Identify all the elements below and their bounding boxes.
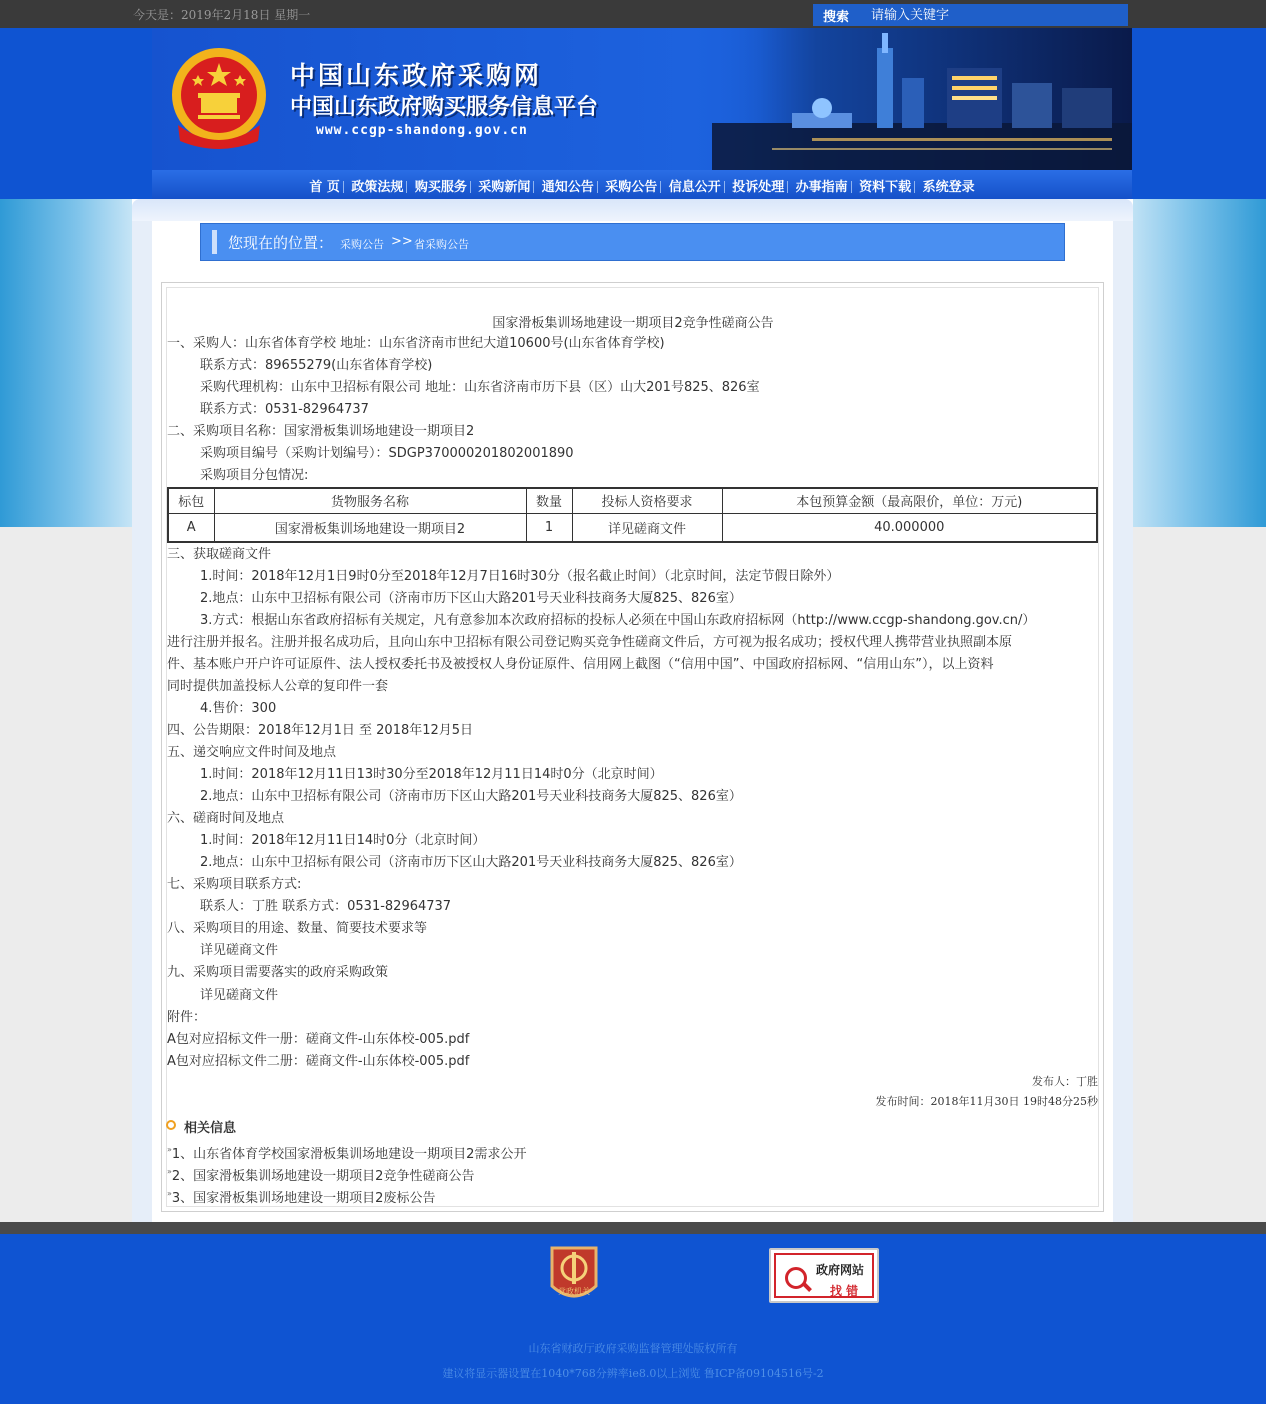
table-header: 数量	[526, 488, 572, 513]
nav-item-home[interactable]: 首 页	[309, 180, 340, 195]
city-skyline-image	[712, 28, 1132, 170]
nav-item-downloads[interactable]: 资料下载	[859, 180, 912, 195]
package-info-label: 采购项目分包情况:	[200, 468, 309, 483]
nav-divider	[851, 181, 852, 193]
party-badge-text: 党政机关	[558, 1287, 590, 1296]
gov-badge-title: 政府网站	[816, 1263, 865, 1277]
negotiation-time: 1.时间：2018年12月11日14时0分（北京时间）	[200, 833, 486, 848]
attachment-link-1[interactable]: A包对应招标文件一册：磋商文件-山东体校-005.pdf	[167, 1032, 470, 1047]
current-date: 今天是：2019年2月18日 星期一	[133, 8, 311, 22]
purchaser-line: 一、采购人：山东省体育学校 地址：山东省济南市世纪大道10600号(山东省体育学校)	[167, 336, 665, 351]
breadcrumb-link-provincial[interactable]: 省采购公告	[414, 238, 469, 251]
table-cell: 详见磋商文件	[572, 513, 722, 542]
breadcrumb-label: 您现在的位置：	[228, 234, 334, 252]
nav-divider	[470, 181, 471, 193]
gov-site-error-report-button[interactable]	[769, 1248, 879, 1303]
search-input[interactable]	[871, 5, 1121, 25]
table-header-row	[168, 488, 1097, 513]
obtain-method: 3.方式：根据山东省政府招标有关规定，凡有意参加本次政府招标的投标人必须在中国山东政府招标网（http://www.ccgp-shandong.gov.cn/）	[200, 613, 1036, 628]
table-header: 标包	[168, 488, 214, 513]
breadcrumb-link-procurement[interactable]: 采购公告	[340, 238, 384, 251]
nav-item-login[interactable]: 系统登录	[922, 180, 975, 195]
doc-price: 4.售价：300	[200, 701, 277, 716]
notice-period: 四、公告期限：2018年12月1日 至 2018年12月5日	[167, 723, 474, 738]
site-url: www.ccgp-shandong.gov.cn	[316, 123, 528, 138]
nav-divider	[406, 181, 407, 193]
table-header: 本包预算金额（最高限价，单位：万元)	[722, 488, 1097, 513]
section-obtain-docs: 三、获取磋商文件	[167, 547, 272, 562]
double-chevron-icon: »	[167, 1189, 172, 1198]
main-nav	[0, 170, 1266, 199]
footer-copyright: 山东省财政厅政府采购监督管理处版权所有	[528, 1342, 738, 1355]
footer-advice: 建议将显示器设置在1040*768分辨率ie8.0以上浏览 鲁ICP备09104516号-2	[442, 1367, 824, 1380]
announcement-title: 国家滑板集训场地建设一期项目2竞争性磋商公告	[492, 316, 774, 331]
nav-divider	[660, 181, 661, 193]
submission-location: 2.地点：山东中卫招标有限公司（济南市历下区山大路201号天业科技商务大厦825、826室）	[200, 789, 742, 804]
breadcrumb-marker	[212, 230, 217, 254]
nav-divider	[343, 181, 344, 193]
double-chevron-icon: »	[167, 1145, 172, 1154]
requirements-detail: 详见磋商文件	[200, 943, 279, 958]
policy-detail: 详见磋商文件	[200, 988, 279, 1003]
related-info-title: 相关信息	[184, 1121, 237, 1136]
negotiation-location: 2.地点：山东中卫招标有限公司（济南市历下区山大路201号天业科技商务大厦825、826室）	[200, 855, 742, 870]
gov-badge-frame	[774, 1253, 874, 1298]
magnifier-handle-icon	[802, 1282, 812, 1292]
main-container-right-edge	[1113, 221, 1133, 1223]
obtain-method-cont: 同时提供加盖投标人公章的复印件一套	[167, 679, 389, 694]
nav-divider	[787, 181, 788, 193]
related-link-2[interactable]	[167, 1165, 474, 1184]
search-button[interactable]: 搜索	[823, 10, 850, 25]
related-link-1[interactable]	[167, 1143, 526, 1162]
table-header: 货物服务名称	[214, 488, 526, 513]
nav-item-complaints[interactable]: 投诉处理	[732, 180, 785, 195]
section-contact: 七、采购项目联系方式:	[167, 877, 302, 892]
gov-badge-subtitle: 找 错	[830, 1284, 859, 1298]
obtain-method-cont: 进行注册并报名。注册并报名成功后，且向山东中卫招标有限公司登记购买竞争性磋商文件后，方可视为报名成功；授权代理人携带营业执照副本原	[167, 635, 1013, 650]
section-negotiation: 六、磋商时间及地点	[167, 811, 285, 826]
table-cell: 1	[526, 513, 572, 542]
national-emblem-icon	[168, 45, 270, 153]
attachments-label: 附件：	[167, 1010, 207, 1025]
related-info-heading	[166, 1117, 236, 1136]
section-requirements: 八、采购项目的用途、数量、简要技术要求等	[167, 921, 428, 936]
site-title-sub: 中国山东政府购买服务信息平台	[290, 95, 599, 120]
contact-person: 联系人：丁胜 联系方式：0531-82964737	[200, 899, 452, 914]
nav-item-policy[interactable]: 政策法规	[351, 180, 404, 195]
nav-item-notices[interactable]: 通知公告	[541, 180, 594, 195]
site-title-main: 中国山东政府采购网	[290, 61, 543, 90]
table-cell: 40.000000	[722, 513, 1097, 542]
main-container-left-edge	[132, 221, 152, 1223]
section-policy: 九、采购项目需要落实的政府采购政策	[167, 965, 389, 980]
obtain-method-cont: 件、基本账户开户许可证原件、法人授权委托书及被授权人身份证原件、信用网上截图（“信用中国”、中国政府招标网、“信用山东”），以上资料	[167, 657, 994, 672]
attachment-link-2[interactable]: A包对应招标文件二册：磋商文件-山东体校-005.pdf	[167, 1054, 470, 1069]
circle-bullet-icon	[166, 1120, 176, 1130]
table-header: 投标人资格要求	[572, 488, 722, 513]
table-cell: A	[168, 513, 214, 542]
related-link-3[interactable]	[167, 1187, 435, 1206]
nav-item-news[interactable]: 采购新闻	[478, 180, 531, 195]
obtain-time: 1.时间：2018年12月1日9时0分至2018年12月7日16时30分（报名截止时间）（北京时间，法定节假日除外）	[200, 569, 840, 584]
footer-divider	[0, 1222, 1266, 1234]
nav-item-purchase-service[interactable]: 购买服务	[414, 180, 467, 195]
publish-time: 发布时间：2018年11月30日 19时48分25秒	[875, 1095, 1098, 1108]
table-cell: 国家滑板集训场地建设一期项目2	[214, 513, 526, 542]
project-name-line: 二、采购项目名称：国家滑板集训场地建设一期项目2	[167, 424, 475, 439]
main-nav-bar	[152, 170, 1132, 199]
nav-divider	[724, 181, 725, 193]
package-table	[167, 487, 1098, 543]
publisher: 发布人：丁胜	[1032, 1075, 1098, 1088]
related-link-text: 2、国家滑板集训场地建设一期项目2竞争性磋商公告	[171, 1169, 475, 1184]
related-link-text: 3、国家滑板集训场地建设一期项目2废标公告	[171, 1191, 436, 1206]
section-submission: 五、递交响应文件时间及地点	[167, 745, 337, 760]
nav-divider	[597, 181, 598, 193]
nav-divider	[914, 181, 915, 193]
agency-line: 采购代理机构：山东中卫招标有限公司 地址：山东省济南市历下县（区）山大201号825、826室	[200, 380, 760, 395]
purchaser-contact: 联系方式：89655279(山东省体育学校)	[200, 358, 433, 373]
nav-item-info-disclosure[interactable]: 信息公开	[668, 180, 721, 195]
breadcrumb-separator: >>	[391, 234, 413, 249]
nav-item-guide[interactable]: 办事指南	[795, 180, 848, 195]
submission-time: 1.时间：2018年12月11日13时30分至2018年12月11日14时0分（北京时间）	[200, 767, 663, 782]
project-number-line: 采购项目编号（采购计划编号）：SDGP370000201802001890	[200, 446, 574, 461]
main-container-cap	[132, 199, 1133, 221]
nav-divider	[533, 181, 534, 193]
table-row	[168, 513, 1097, 542]
nav-item-procurement-announcements[interactable]: 采购公告	[605, 180, 658, 195]
party-government-badge-icon[interactable]	[548, 1244, 600, 1306]
search-box	[813, 4, 1128, 26]
double-chevron-icon: »	[167, 1167, 172, 1176]
top-bar	[0, 0, 1266, 28]
obtain-location: 2.地点：山东中卫招标有限公司（济南市历下区山大路201号天业科技商务大厦825、826室）	[200, 591, 742, 606]
agency-contact: 联系方式：0531-82964737	[200, 402, 369, 417]
related-link-text: 1、山东省体育学校国家滑板集训场地建设一期项目2需求公开	[171, 1147, 527, 1162]
breadcrumb	[200, 223, 1065, 261]
